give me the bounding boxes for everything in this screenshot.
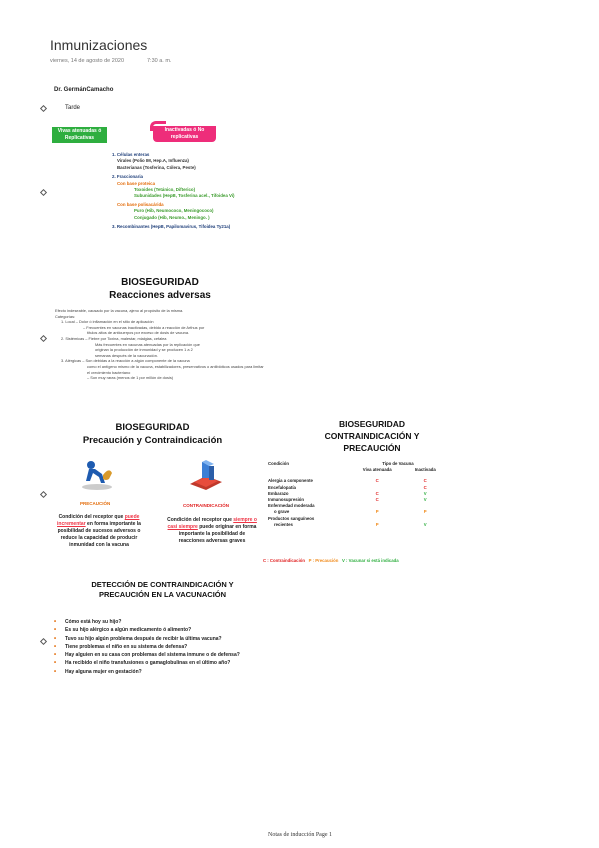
- outline-bullet-icon[interactable]: [40, 638, 47, 645]
- table-row: Enfermedad moderada: [268, 503, 315, 509]
- table-row: Inmunosupresión C V: [268, 497, 427, 503]
- table-row: Embarazo C V: [268, 490, 427, 496]
- list-item: títulos altos de anticuerpos por exceso de dosis de vacuna.: [87, 330, 190, 336]
- detection-section-title: DETECCIÓN DE CONTRAINDICACIÓN Y PRECAUCIÓN EN LA VACUNACIÓN: [91, 580, 234, 599]
- adverse-section-title: BIOSEGURIDAD Reacciones adversas: [109, 277, 211, 301]
- tarde-label: Tarde: [65, 105, 81, 111]
- adverse-reactions-list: [55, 308, 265, 381]
- list-item: 2. Sistémicas – Fiebre por Toxina, malestar, mialgias, cefalea: [61, 335, 167, 341]
- contraindication-illustration-icon: [188, 460, 224, 494]
- list-item: Toxoides (Tetánico, Difterico): [134, 187, 196, 193]
- table-legend: C : Contraindicación P : Precaución V : Vacunar si está indicada: [263, 558, 399, 563]
- contraindication-label: CONTRAINDICACIÓN: [183, 503, 229, 508]
- list-item: 3. Alérgicas – Son debidas a la reacción a algún componente de la vacuna: [61, 358, 190, 364]
- table-row: o grave P P: [274, 509, 427, 515]
- contraindication-description: Condición del receptor que siempre o casi siempre puede originar en forma importante la posibilidad de reacciones adversas graves: [167, 517, 257, 544]
- list-item: Con base proteica: [117, 180, 156, 186]
- contra-table-title: BIOSEGURIDAD CONTRAINDICACIÓN Y PRECAUCIÓN: [324, 419, 420, 453]
- table-row: Alergia a componente C C: [268, 478, 427, 484]
- list-item: Con base polisacárida: [117, 201, 164, 207]
- list-item: Puro (Hib, Neumococo, Meningococo): [134, 208, 214, 214]
- screening-questions-list: [54, 618, 264, 676]
- list-item: originan la producción de inmunidad y se producen 1 a 2: [95, 347, 193, 353]
- list-item: • Hay alguien en su casa con problemas del sistema inmune o de defensa?: [54, 651, 264, 659]
- table-row: recientes P V: [274, 521, 427, 527]
- precaution-section-title: BIOSEGURIDAD Precaución y Contraindicación: [82, 422, 223, 446]
- list-item: Subunidades (HepB, Tosferina acel., Tifoidea Vi): [134, 193, 235, 199]
- column-header: Inactivada: [414, 467, 436, 473]
- page-footer: Notas de inducción Page 1: [268, 832, 332, 838]
- column-header: Tipo de Vacuna: [382, 461, 414, 466]
- list-item: • Cómo está hoy su hijo?: [54, 618, 264, 626]
- list-item: • Ha recibido el niño transfusiones o gamaglobulinas en el último año?: [54, 659, 264, 667]
- note-time: 7:30 a. m.: [147, 58, 172, 64]
- precaution-illustration-icon: [79, 457, 115, 491]
- list-item: 2. Fraccionaria: [112, 174, 143, 180]
- outline-bullet-icon[interactable]: [40, 491, 47, 498]
- list-item: – Son muy raras (menos de 1 por millón de dosis): [87, 375, 174, 381]
- list-item: • Hay alguna mujer en gestación?: [54, 668, 264, 676]
- live-vaccine-tag: Vivas atenuadas ó Replicativas: [52, 127, 107, 143]
- precaution-label: PRECAUCIÓN: [80, 501, 111, 506]
- list-item: Virales (Polio IM, Hep.A, Influenza): [117, 158, 189, 164]
- inactive-vaccine-tag: Inactivadas ó No replicativas: [153, 126, 216, 142]
- author-line: Dr. GermánCamacho: [54, 87, 114, 93]
- table-row: Productos sanguíneos: [268, 515, 315, 521]
- list-item: 1. Células enteras: [112, 152, 150, 157]
- list-item: semanas después de la vacunación.: [95, 352, 158, 358]
- list-item: Categorías:: [55, 313, 76, 319]
- list-item: – Frecuentes en vacunas inactivadas, debido a reacción de Arthus por: [83, 324, 205, 330]
- outline-bullet-icon[interactable]: [40, 189, 47, 196]
- list-item: • Tuvo su hijo algún problema después de recibir la última vacuna?: [54, 635, 264, 643]
- list-item: Conjugado (Hib, Neumo., Meningo. ): [134, 214, 210, 220]
- list-item: Efecto indeseable, causado por la vacuna, ajeno al propósito de la misma.: [55, 308, 184, 313]
- note-date: viernes, 14 de agosto de 2020: [50, 58, 125, 64]
- list-item: Más frecuentes en vacunas atenuadas por la replicación que: [95, 341, 200, 347]
- table-row: Encefalopatía C: [268, 484, 427, 490]
- vaccine-type-list: [112, 152, 242, 230]
- contraindication-table: [266, 461, 446, 528]
- column-header: Condición: [268, 461, 290, 466]
- list-item: • Tiene problemas el niño en su sistema de defensa?: [54, 643, 264, 651]
- list-item: Bacterianas (Tosferina, Cólera, Peste): [117, 164, 196, 170]
- list-item: • Es su hijo alérgico a algún medicamento ó alimento?: [54, 626, 264, 634]
- outline-bullet-icon[interactable]: [40, 105, 47, 112]
- precaution-description: Condición del receptor que puede incrementar en forma importante la posibilidad de sucesos adversos o reduce la capacidad de producir inmunidad con la vacuna: [57, 514, 141, 548]
- outline-bullet-icon[interactable]: [40, 335, 47, 342]
- page-title: Inmunizaciones: [50, 37, 148, 53]
- column-header: Viva atenuada: [362, 467, 392, 473]
- list-item: 1. Local – Dolor ó inflamación en el sitio de aplicación: [61, 319, 154, 325]
- list-item: 3. Recombinantes (HepB, Papilomavirus, Tifoidea Ty21a): [112, 224, 231, 230]
- list-item: como el antígeno mismo de la vacuna, estabilizadores, preservativos o antibióticos usados para limitar el crecimiento bacteriano: [87, 363, 264, 375]
